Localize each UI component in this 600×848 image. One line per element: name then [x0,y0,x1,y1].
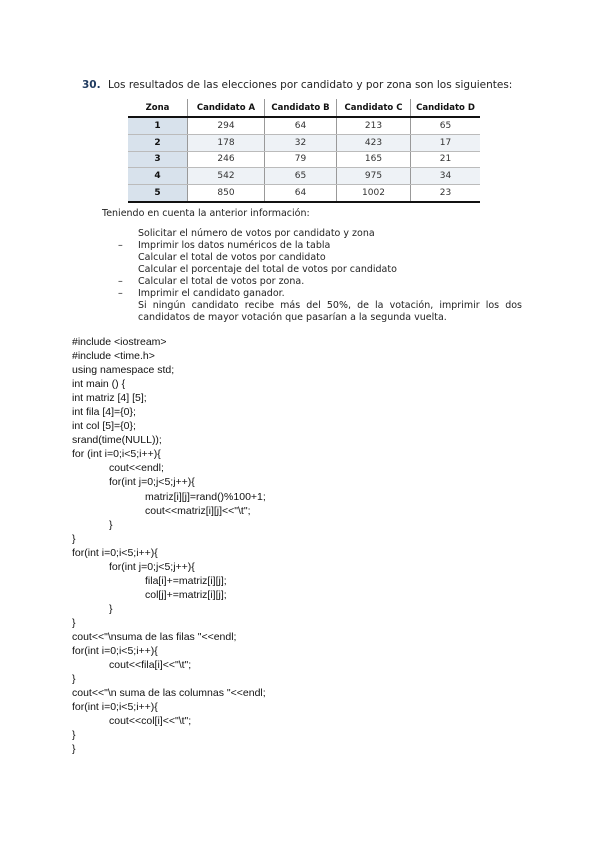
task-text: Imprimir los datos numéricos de la tabla [138,240,331,251]
problem-statement [82,79,512,91]
task-list [118,228,522,324]
table-cell: 64 [265,185,337,202]
code-line: using namespace std; [72,364,175,377]
code-line: for(int i=0;i<5;i++){ [72,701,158,714]
intro-text: Teniendo en cuenta la anterior información: [102,208,310,219]
table-cell: 34 [411,168,481,185]
table-cell: 21 [411,151,481,168]
table-cell-zone: 4 [128,168,188,185]
table-row [128,117,480,134]
column-header: Candidato A [188,99,265,117]
table-cell: 65 [411,117,481,134]
table-cell: 17 [411,134,481,151]
code-line: } [109,602,113,615]
table-cell: 32 [265,134,337,151]
task-text: Calcular el total de votos por candidato [138,252,326,263]
table-cell: 178 [188,134,265,151]
list-item [118,276,522,288]
column-header: Candidato B [265,99,337,117]
list-item [118,288,522,300]
code-line: } [72,673,76,686]
code-line: for(int j=0;j<5;j++){ [109,560,195,573]
code-line: cout<<fila[i]<<"\t"; [109,659,192,672]
table-cell: 975 [337,168,411,185]
code-line: } [72,532,76,545]
dash-bullet: – [118,240,123,251]
code-line: srand(time(NULL)); [72,434,162,447]
code-line: cout<<endl; [109,462,164,475]
table-row [128,134,480,151]
code-line: int fila [4]={0}; [72,406,136,419]
list-item [118,300,522,324]
dash-bullet: – [118,288,123,299]
code-line: int main () { [72,378,126,391]
votes-table [128,99,480,203]
code-line: } [72,729,76,742]
problem-text: Los resultados de las elecciones por candidato y por zona son los siguientes: [107,79,513,91]
table-header-row [128,99,480,117]
list-item [118,228,522,240]
table-cell: 423 [337,134,411,151]
code-line: cout<<"\n suma de las columnas "<<endl; [72,687,266,700]
code-line: col[j]+=matriz[i][j]; [145,588,227,601]
table-cell: 64 [265,117,337,134]
task-text: Imprimir el candidato ganador. [138,288,285,299]
table-cell: 294 [188,117,265,134]
column-header: Candidato C [337,99,411,117]
code-line: cout<<"\nsuma de las filas "<<endl; [72,630,237,643]
table-cell-zone: 3 [128,151,188,168]
problem-number: 30. [82,79,101,91]
code-line: for(int j=0;j<5;j++){ [109,476,195,489]
task-text: Calcular el total de votos por zona. [138,276,305,287]
table-cell: 213 [337,117,411,134]
table-cell: 79 [265,151,337,168]
code-line: #include <iostream> [72,336,167,348]
dash-bullet: – [118,276,123,287]
code-line: cout<<col[i]<<"\t"; [109,715,192,728]
list-item [118,252,522,264]
column-header: Zona [128,99,188,117]
table-cell-zone: 1 [128,117,188,134]
table-cell: 850 [188,185,265,202]
code-line: } [72,616,76,629]
task-text: Solicitar el número de votos por candidato y zona [138,228,375,239]
table-row [128,168,480,185]
list-item [118,264,522,276]
table-cell: 1002 [337,185,411,202]
list-item [118,240,522,252]
task-text: Calcular el porcentaje del total de votos por candidato [138,264,397,275]
code-line: for(int i=0;i<5;i++){ [72,546,158,559]
table-cell-zone: 5 [128,185,188,202]
code-line: } [72,743,76,756]
code-line: int matriz [4] [5]; [72,392,147,405]
table-cell: 23 [411,185,481,202]
table-cell-zone: 2 [128,134,188,151]
table-cell: 542 [188,168,265,185]
code-block [72,335,266,756]
code-line: } [109,518,113,531]
code-line: matriz[i][j]=rand()%100+1; [145,490,266,503]
code-line: for (int i=0;i<5;i++){ [72,448,161,461]
task-text: Si ningún candidato recibe más del 50%, de la votación, imprimir los dos candidatos de mayor votación que pasarían a la segunda vuelta. [138,300,522,323]
code-line: #include <time.h> [72,350,155,363]
table-row [128,185,480,202]
table-cell: 246 [188,151,265,168]
code-line: fila[i]+=matriz[i][j]; [145,574,227,587]
column-header: Candidato D [411,99,481,117]
table-cell: 165 [337,151,411,168]
code-line: int col [5]={0}; [72,420,136,433]
code-line: for(int i=0;i<5;i++){ [72,645,158,658]
code-line: cout<<matriz[i][j]<<"\t"; [145,504,251,517]
table-cell: 65 [265,168,337,185]
table-row [128,151,480,168]
